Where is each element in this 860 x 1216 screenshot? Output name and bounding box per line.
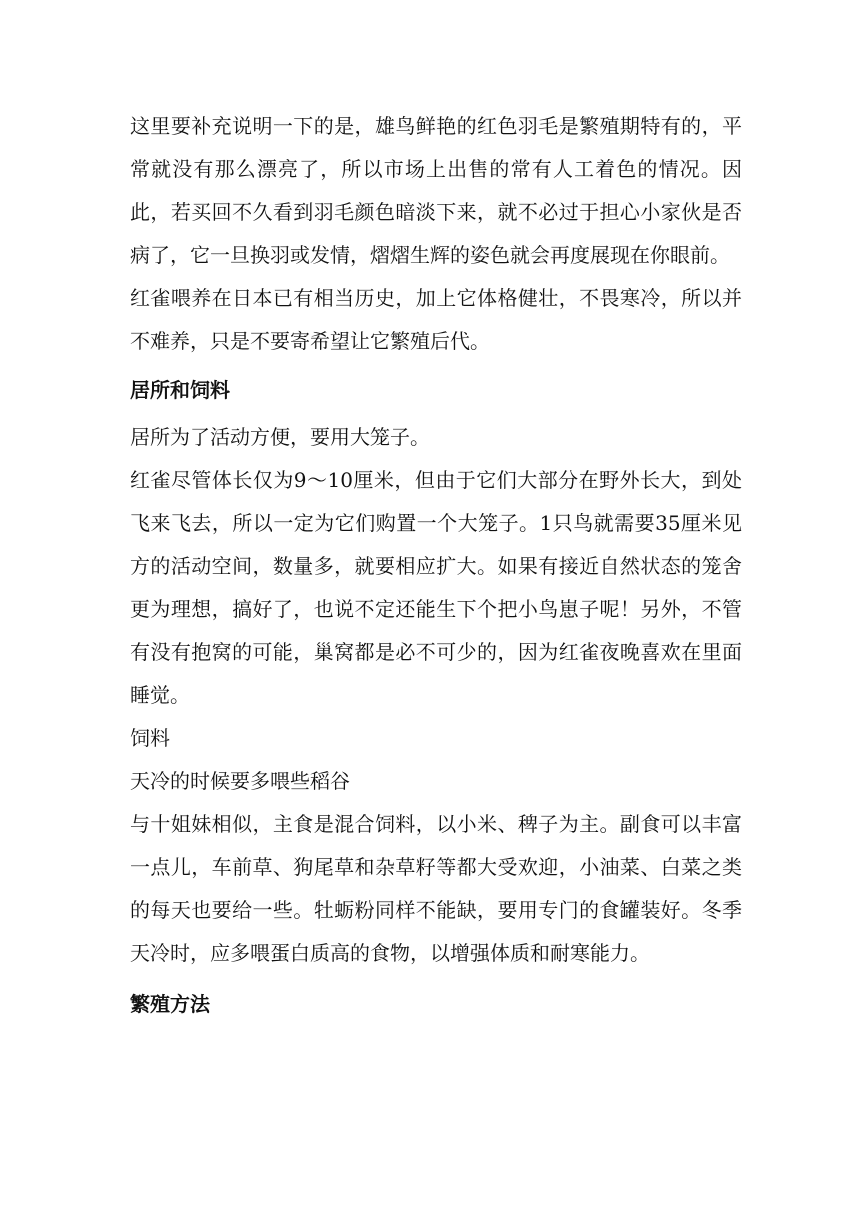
section-heading-housing-feed: 居所和饲料 — [130, 378, 230, 402]
section-heading-breeding: 繁殖方法 — [130, 992, 210, 1016]
document-page — [130, 105, 742, 1026]
subtitle-housing: 居所为了活动方便，要用大笼子。 — [130, 425, 430, 449]
paragraph-feather-color: 这里要补充说明一下的是，雄鸟鲜艳的红色羽毛是繁殖期特有的，平常就没有那么漂亮了，所以市场上出售的常有人工着色的情况。因此，若买回不久看到羽毛颜色暗淡下来，就不必过于担心小家伙是否病了，它一旦换羽或发情，熠熠生辉的姿色就会再度展现在你眼前。 — [130, 114, 742, 267]
subtitle-feed: 饲料 — [130, 726, 170, 750]
paragraph-feed: 与十姐妹相似，主食是混合饲料，以小米、稗子为主。副食可以丰富一点儿，车前草、狗尾草和杂草籽等都大受欢迎，小油菜、白菜之类的每天也要给一些。牡蛎粉同样不能缺，要用专门的食罐装好。冬季天冷时，应多喂蛋白质高的食物，以增强体质和耐寒能力。 — [130, 812, 742, 965]
paragraph-history: 红雀喂养在日本已有相当历史，加上它体格健壮，不畏寒冷，所以并不难养，只是不要寄希望让它繁殖后代。 — [130, 286, 742, 353]
paragraph-cage: 红雀尽管体长仅为9～10厘米，但由于它们大部分在野外长大，到处飞来飞去，所以一定为它们购置一个大笼子。1只鸟就需要35厘米见方的活动空间，数量多，就要相应扩大。如果有接近自然状态的笼舍更为理想，搞好了，也说不定还能生下个把小鸟崽子呢！另外，不管有没有抱窝的可能，巢窝都是必不可少的，因为红雀夜晚喜欢在里面睡觉。 — [130, 468, 742, 707]
subtitle-cold-weather: 天冷的时候要多喂些稻谷 — [130, 769, 350, 793]
